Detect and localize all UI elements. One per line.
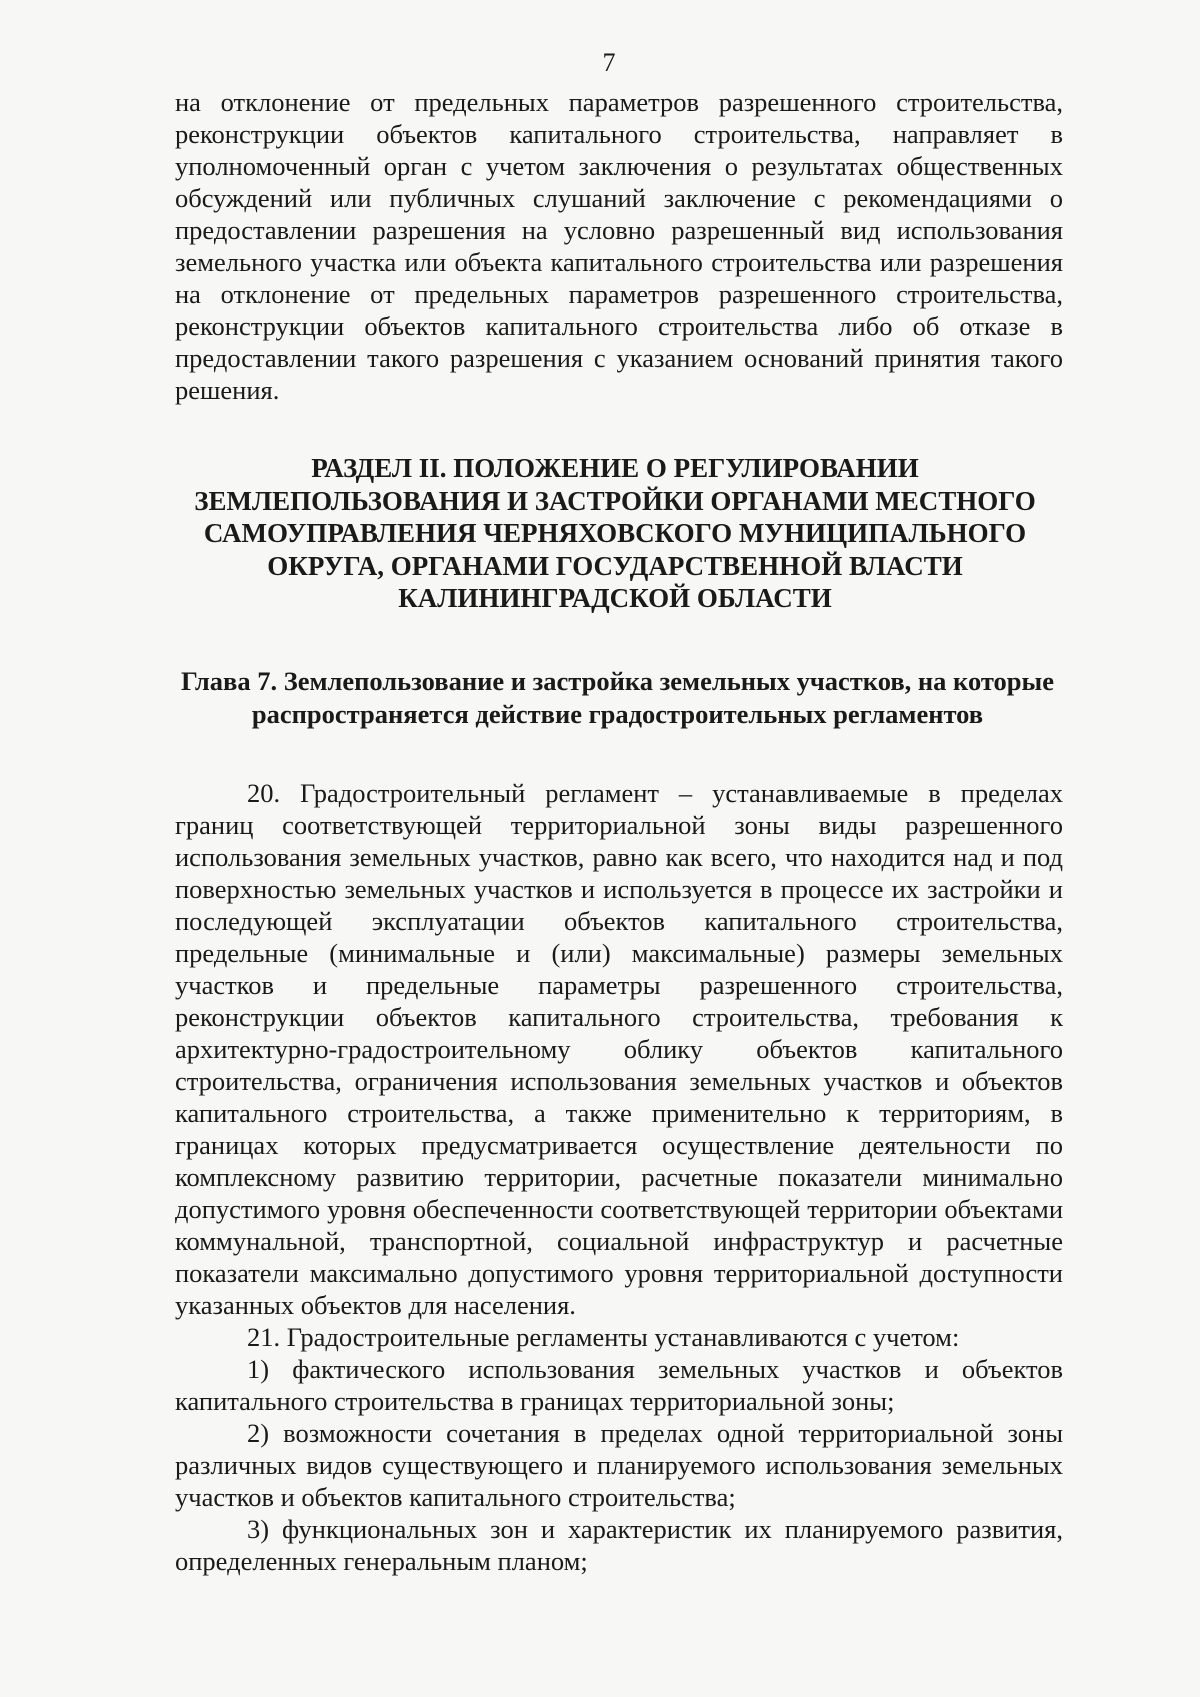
spacer xyxy=(0,731,1200,777)
chapter-title: Глава 7. Землепользование и застройка земельных участков, на которые распространяется действие градостроительных регламентов xyxy=(181,665,1054,729)
list-item-2: 2) возможности сочетания в пределах одной территориальной зоны различных видов существующего и планируемого использования земельных участков и объектов капитального строительства; xyxy=(175,1417,1063,1512)
chapter-body xyxy=(175,777,1063,1577)
list-item-1: 1) фактического использования земельных участков и объектов капитального строительства в границах территориальной зоны; xyxy=(175,1353,1063,1416)
paragraph-20: 20. Градостроительный регламент – устанавливаемые в пределах границ соответствующей территориальной зоны виды разрешенного использования земельных участков, равно как всего, что находится над и под поверхностью земельных участков и используется в процессе их застройки и последующей эксплуатации объектов капитального строительства, предельные (минимальные и (или) максимальные) размеры земельных участков и предельные параметры разрешенного строительства, реконструкции объектов капитального строительства, требования к архитектурно-градостроительному облику объектов капитального строительства, ограничения использования земельных участков и объектов капитального строительства, а также применительно к территориям, в границах которых предусматривается осуществление деятельности по комплексному развитию территории, расчетные показатели минимально допустимого уровня обеспеченности соответствующей территории объектами коммунальной, транспортной, социальной инфраструктур и расчетные показатели максимально допустимого уровня территориальной доступности указанных объектов для населения. xyxy=(175,777,1063,1320)
list-item-3: 3) функциональных зон и характеристик их планируемого развития, определенных генеральным планом; xyxy=(175,1513,1063,1576)
page-number: 7 xyxy=(602,48,616,77)
intro-paragraph: на отклонение от предельных параметров разрешенного строительства, реконструкции объектов капитального строительства, направляет в уполномоченный орган с учетом заключения о результатах общественных обсуждений или публичных слушаний заключение с рекомендациями о предоставлении разрешения на условно разрешенный вид использования земельного участка или объекта капитального строительства или разрешения на отклонение от предельных параметров разрешенного строительства, реконструкции объектов капитального строительства либо об отказе в предоставлении такого разрешения с указанием оснований принятия такого решения. xyxy=(175,87,1063,405)
section-title: РАЗДЕЛ II. ПОЛОЖЕНИЕ О РЕГУЛИРОВАНИИ ЗЕМЛЕПОЛЬЗОВАНИЯ И ЗАСТРОЙКИ ОРГАНАМИ МЕСТНОГО САМОУПРАВЛЕНИЯ ЧЕРНЯХОВСКОГО МУНИЦИПАЛЬНОГО ОКРУГА, ОРГАНАМИ ГОСУДАРСТВЕННОЙ ВЛАСТИ КАЛИНИНГРАДСКОЙ ОБЛАСТИ xyxy=(194,453,1036,613)
paragraph-21: 21. Градостроительные регламенты устанавливаются с учетом: xyxy=(247,1321,960,1352)
intro-block xyxy=(175,86,1063,406)
